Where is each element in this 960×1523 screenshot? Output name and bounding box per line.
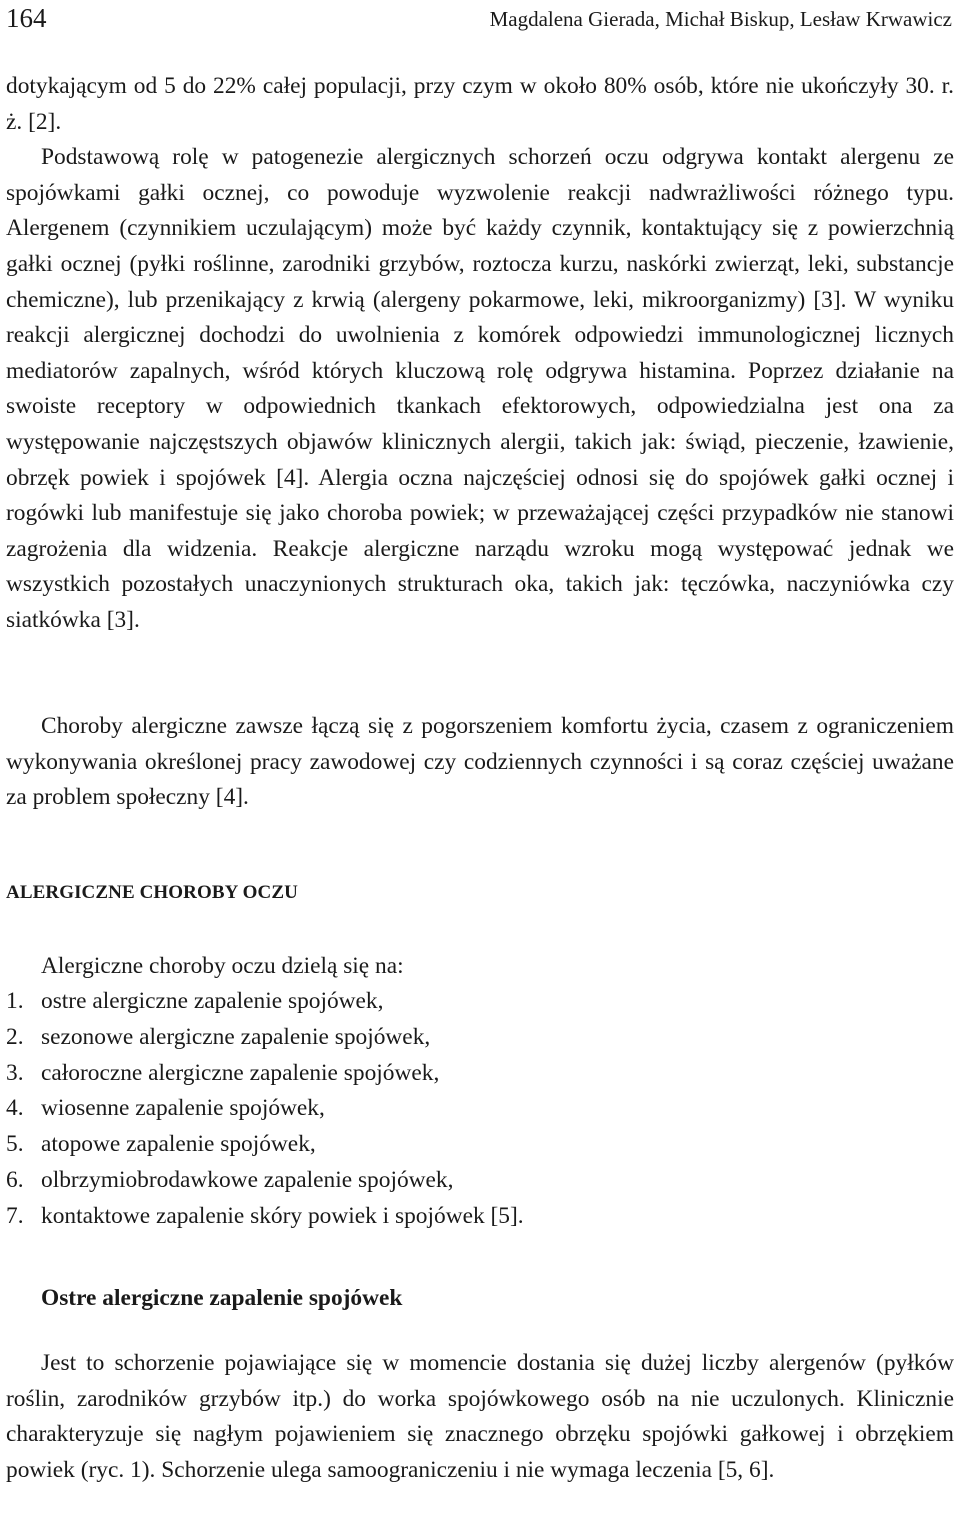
list-item-number: 7. [6,1202,24,1229]
list-item-number: 3. [6,1059,24,1086]
list-item-text: sezonowe alergiczne zapalenie spojówek, [41,1023,431,1050]
body-paragraph-acute-conjunctivitis: Jest to schorzenie pojawiające się w momencie dostania się dużej liczby alergenów (pyłków roślin, zarodników grzybów itp.) do worka spojówkowego osób na nie uczulonych. Klinicznie charakteryzuje się nagłym pojawieniem się znacznego obrzęku spojówki gałkowej i obrzękiem powiek (ryc. 1). Schorzenie ulega samoograniczeniu i nie wymaga leczenia [5, 6]. [6,1350,954,1483]
list-item-number: 1. [6,988,24,1014]
body-paragraph-social-problem: Choroby alergiczne zawsze łączą się z pogorszeniem komfortu życia, czasem z ograniczeniem wykonywania określonej pracy zawodowej czy codziennych czynności i są coraz częściej uważane za problem społeczny [4]. [6,713,954,811]
list-intro: Alergiczne choroby oczu dzielą się na: [41,953,404,979]
list-item [6,1020,524,1056]
list-item-text: ostre alergiczne zapalenie spojówek, [41,988,384,1014]
body-paragraph-pathogenesis: dotykającym od 5 do 22% całej populacji, przy czym w około 80% osób, które nie ukończyły 30. r. ż. [2]. Podstawową rolę w patogenezie alergicznych schorzeń oczu odgrywa kontakt alergenu ze spojówkami gałki ocznej, co powoduje wyzwolenie reakcji nadwrażliwości różnego typu. Alergenem (czynnikiem uczulającym) może być każdy czynnik, kontaktujący się z powierzchnią gałki ocznej (pyłki roślinne, zarodniki grzybów, roztocza kurzu, naskórki zwierząt, leki, substancje chemiczne), lub przenikający z krwią (alergeny pokarmowe, leki, mikroorganizmy) [3]. W wyniku reakcji alergicznej dochodzi do uwolnienia z komórek odpowiedzi immunologicznej licznych mediatorów zapalnych, wśród których kluczową rolę odgrywa histamina. Poprzez działanie na swoiste receptory w odpowiednich tkankach efektorowych, odpowiedzialna jest ona za występowanie najczęstszych objawów klinicznych alergii, takich jak: świąd, pieczenie, łzawienie, obrzęk powiek i spojówek [4]. Alergia oczna najczęściej odnosi się do spojówek gałki ocznej i rogówki lub manifestuje się jako choroba powiek; w przeważającej części przypadków nie stanowi zagrożenia dla widzenia. Reakcje alergiczne narządu wzroku mogą występować jednak we wszystkich pozostałych unaczynionych strukturach oka, takich jak: tęczówka, naczyniówka czy siatkówka [3]. [6,73,954,633]
subsection-heading: Ostre alergiczne zapalenie spojówek [41,1285,403,1311]
list-item-text: kontaktowe zapalenie skóry powiek i spojówek [5]. [41,1202,524,1229]
list-item-text: atopowe zapalenie spojówek, [41,1131,316,1158]
list-item [6,1056,524,1092]
list-item-number: 5. [6,1131,24,1158]
list-item [6,984,524,1020]
list-item-number: 6. [6,1166,24,1193]
list-item-text: olbrzymiobrodawkowe zapalenie spojówek, [41,1166,454,1193]
list-item [6,1091,524,1127]
list-item [6,1163,524,1199]
list-item-text: wiosenne zapalenie spojówek, [41,1095,325,1122]
list-item [6,1199,524,1235]
disease-list [6,984,524,1235]
running-header [0,0,960,40]
section-heading: ALERGICZNE CHOROBY OCZU [6,882,298,903]
list-item-number: 2. [6,1023,24,1050]
list-item-number: 4. [6,1095,24,1122]
page-number: 164 [6,3,47,33]
running-head-authors: Magdalena Gierada, Michał Biskup, Lesław Krwawicz [489,7,952,31]
list-item [6,1127,524,1163]
list-item-text: całoroczne alergiczne zapalenie spojówek, [41,1059,440,1086]
